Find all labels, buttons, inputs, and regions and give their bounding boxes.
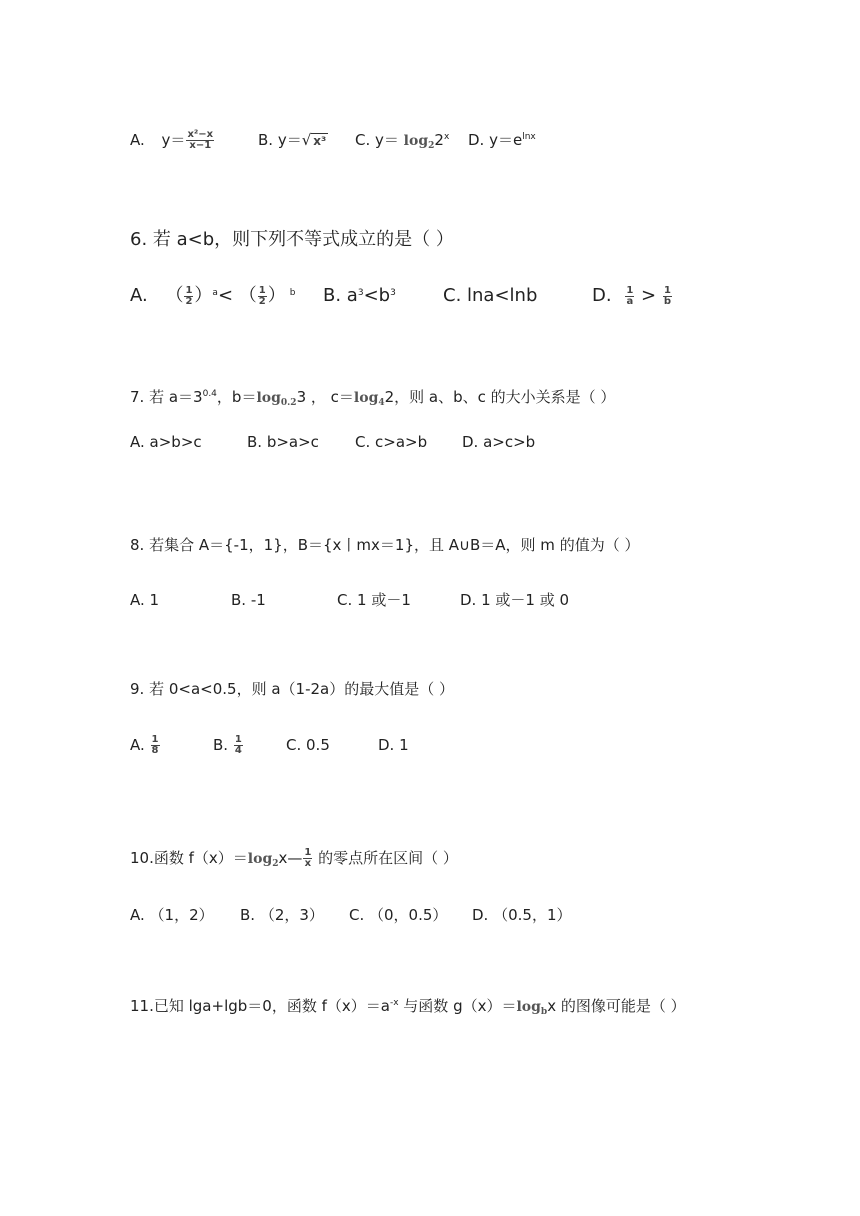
- q7-log-b: [256, 390, 296, 406]
- q6-a-half-1-den: 2: [185, 295, 193, 307]
- q6-option-a: [130, 284, 295, 308]
- q6-b-sup2: 3: [390, 288, 396, 298]
- q9-option-a: [130, 735, 161, 756]
- q5-c-log-text: log: [403, 133, 429, 149]
- q7-log-c-base: 4: [378, 398, 385, 408]
- q6-stem: 6. 若 a<b，则下列不等式成立的是（ ）: [130, 229, 454, 250]
- q6-option-d: [592, 284, 673, 308]
- q5-option-a: [130, 130, 215, 151]
- q6-d-frac-2-num: 1: [663, 284, 671, 296]
- q6-d-label: D.: [592, 285, 612, 306]
- q8-option-c: C. 1 或－1: [337, 591, 411, 609]
- q9-a-fraction: [151, 735, 160, 756]
- q5-c-sup: x: [443, 132, 450, 142]
- q6-a-paren-close: ）: [194, 285, 213, 306]
- q5-option-c: [355, 130, 449, 151]
- q9-b-fraction: [234, 735, 243, 756]
- q5-b-radical: √: [301, 131, 312, 149]
- q7-stem-sup: 0.4: [202, 389, 217, 399]
- q9-option-d: D. 1: [378, 736, 409, 754]
- q6-d-frac-1-num: 1: [626, 284, 634, 296]
- q11-stem: [130, 996, 686, 1017]
- q5-d-label: D. y＝e: [468, 131, 523, 149]
- q7-stem: [130, 387, 615, 408]
- q7-option-d: D. a>c>b: [462, 433, 536, 451]
- q7-stem-a: 7. 若 a＝3: [130, 388, 203, 406]
- q5-b-label: B. y＝: [258, 131, 302, 149]
- q10-stem: [130, 848, 458, 869]
- q11-stem-a: 11.已知 lga+lgb＝0，函数 f（x）＝a: [130, 997, 390, 1015]
- q11-stem-b: 与函数 g（x）＝: [398, 997, 517, 1015]
- q6-b-sup1: 3: [357, 288, 364, 298]
- q5-b-radicand: x³: [313, 134, 327, 148]
- q10-option-d: D. （0.5，1）: [472, 906, 572, 924]
- q8-option-b: B. -1: [231, 591, 266, 609]
- q6-a-sup-b: b: [289, 288, 296, 298]
- q5-c-log: [404, 133, 435, 149]
- q9-stem: 9. 若 0<a<0.5，则 a（1-2a）的最大值是（ ）: [130, 680, 454, 698]
- q6-d-frac-2-den: b: [663, 295, 672, 307]
- q6-b-mid: <b: [363, 285, 391, 306]
- q9-b-den: 4: [234, 745, 242, 756]
- q7-log-b-base: 0.2: [280, 398, 297, 408]
- q5-c-arg: 2: [434, 131, 444, 149]
- q9-a-den: 8: [151, 745, 159, 756]
- q6-a-label: A.: [130, 285, 148, 306]
- q10-frac-den: x: [304, 858, 312, 869]
- q11-log-base: b: [540, 1007, 548, 1017]
- q6-a-paren-close-2: ）: [267, 285, 286, 306]
- q10-stem-c: 的零点所在区间（ ）: [313, 849, 458, 867]
- q5-a-fraction: [186, 130, 214, 151]
- q6-d-frac-1-den: a: [626, 295, 634, 307]
- q5-a-numerator: x²−x: [187, 129, 214, 140]
- q5-c-log-base: 2: [428, 141, 435, 151]
- q10-frac-num: 1: [304, 847, 312, 858]
- q8-option-a: A. 1: [130, 591, 160, 609]
- q10-fraction: [303, 848, 312, 869]
- q6-a-lt: <: [217, 285, 234, 306]
- q10-stem-b: x—: [278, 849, 303, 867]
- q11-log: [516, 999, 547, 1015]
- q6-a-half-2: [258, 286, 267, 307]
- q10-option-c: C. （0，0.5）: [349, 906, 448, 924]
- q5-option-d: [468, 130, 536, 150]
- q5-d-sup: lnx: [522, 132, 536, 142]
- q5-a-label: A.: [130, 131, 145, 149]
- q9-a-num: 1: [151, 734, 159, 745]
- q8-stem: 8. 若集合 A＝{-1，1}，B＝{x丨mx＝1}，且 A∪B＝A，则 m 的值为（ ）: [130, 536, 640, 554]
- q7-stem-b-arg: 3 ， c＝: [296, 388, 354, 406]
- q11-log-text: log: [516, 999, 541, 1015]
- q6-a-half-2-den: 2: [258, 295, 266, 307]
- q10-log: [248, 851, 279, 867]
- q10-stem-a: 10.函数 f（x）＝: [130, 849, 248, 867]
- q7-stem-b: ，b＝: [216, 388, 257, 406]
- q10-log-text: log: [247, 851, 273, 867]
- q6-a-paren-open: （: [165, 285, 184, 306]
- q9-option-c: C. 0.5: [286, 736, 330, 754]
- q6-d-gt: >: [641, 285, 657, 306]
- q6-a-sup-a: a: [212, 288, 218, 298]
- q7-option-c: C. c>a>b: [355, 433, 428, 451]
- q5-a-lhs: y＝: [161, 131, 186, 149]
- q7-log-c-text: log: [353, 390, 379, 406]
- q7-log-b-text: log: [256, 390, 281, 406]
- q11-stem-c: x 的图像可能是（ ）: [547, 997, 686, 1015]
- q6-option-c: C. lna<lnb: [443, 285, 538, 306]
- q7-option-b: B. b>a>c: [247, 433, 319, 451]
- q6-a-half-1: [184, 286, 193, 307]
- q6-d-frac-1: [625, 286, 634, 307]
- q10-log-base: 2: [272, 859, 279, 869]
- q9-option-b: [213, 735, 244, 756]
- q6-a-half-2-num: 1: [258, 284, 266, 296]
- q9-b-label: B.: [213, 736, 229, 754]
- q7-stem-end: 2，则 a、b、c 的大小关系是（ ）: [384, 388, 616, 406]
- q6-option-b: [323, 284, 396, 308]
- q6-b-text: B. a: [323, 285, 358, 306]
- q7-log-c: [354, 390, 385, 406]
- q6-a-half-1-num: 1: [185, 284, 193, 296]
- q9-b-num: 1: [234, 734, 242, 745]
- q5-option-b: [258, 130, 328, 151]
- q6-a-paren-open-2: （: [238, 285, 257, 306]
- q6-d-frac-2: [663, 286, 672, 307]
- q10-option-b: B. （2，3）: [240, 906, 324, 924]
- q11-sup: -x: [389, 998, 399, 1008]
- q10-option-a: A. （1，2）: [130, 906, 214, 924]
- q9-a-label: A.: [130, 736, 145, 754]
- q5-c-label: C. y＝: [355, 131, 399, 149]
- q5-a-denominator: x−1: [189, 140, 212, 151]
- q8-option-d: D. 1 或－1 或 0: [460, 591, 570, 609]
- q7-option-a: A. a>b>c: [130, 433, 202, 451]
